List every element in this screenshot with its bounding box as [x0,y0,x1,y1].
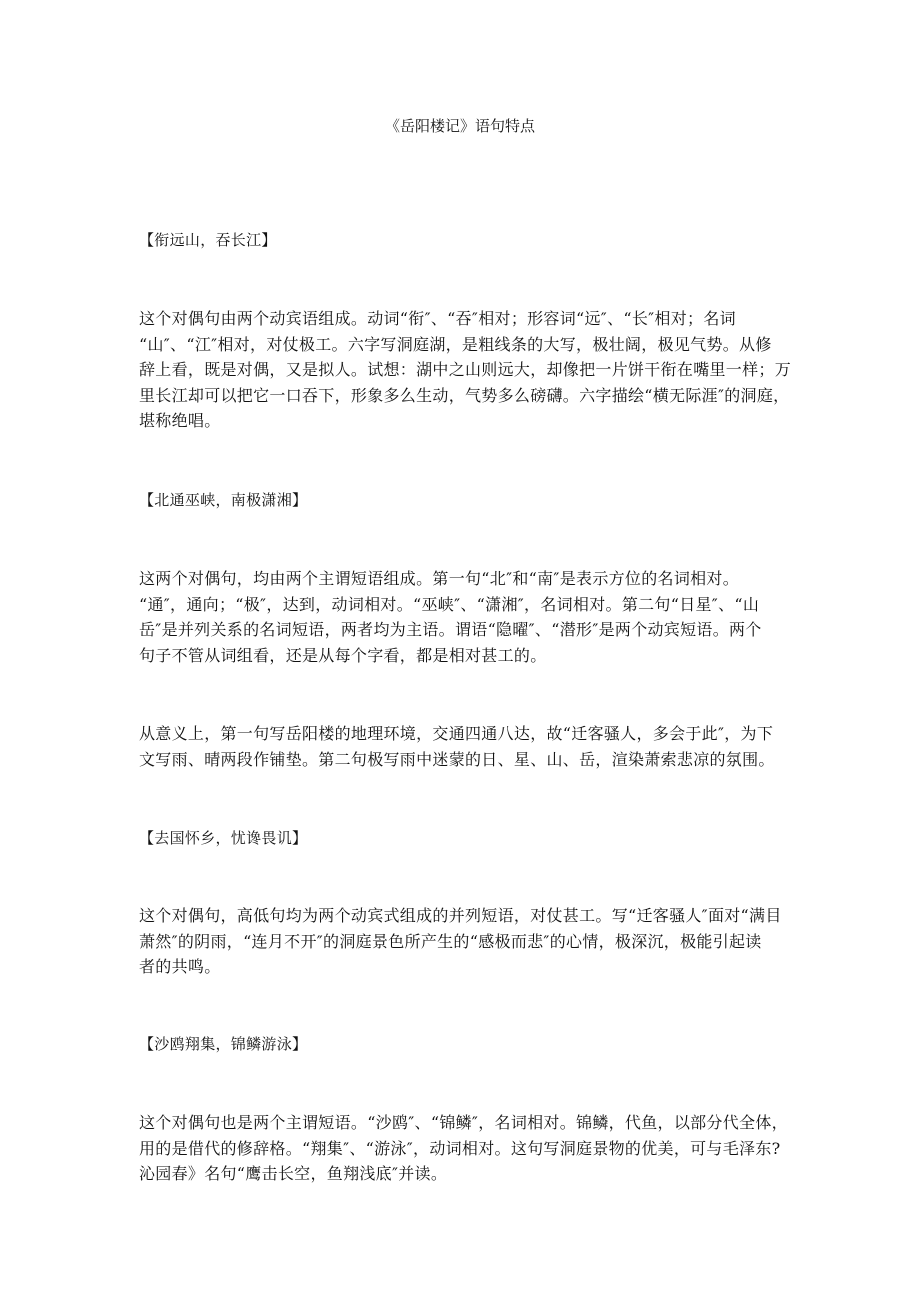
heading-text: 【衔远山，吞长江】 [139,231,277,249]
heading-text: 【北通巫峡，南极潇湘】 [139,491,308,509]
paragraph [139,721,799,772]
paragraph-line: 文写雨、晴两段作铺垫。第二句极写雨中迷蒙的日、星、山、岳，渲染萧索悲凉的氛围。 [139,749,775,769]
section-heading [139,228,799,254]
section-heading [139,488,799,514]
paragraph-line: “通″，通向；“极″，达到，动词相对。“巫峡″、“潇湘″，名词相对。第二句“日星″、“山 [139,594,760,614]
paragraph-line: 这个对偶句由两个动宾语组成。动词“衔″、“吞″相对；形容词“远″、“长″相对；名词 [139,309,736,328]
paragraph-line: 这个对偶句也是两个主谓短语。“沙鸥″、“锦鳞″，名词相对。锦鳞，代鱼，以部分代全体， [139,1113,788,1132]
section-heading [139,1032,799,1058]
paragraph [139,306,799,434]
paragraph-line: 从意义上，第一句写岳阳楼的地理环境，交通四通八达，故“迁客骚人，多会于此″，为下 [139,724,774,743]
paragraph [139,566,799,668]
paragraph-line: 这两个对偶句，均由两个主谓短语组成。第一句“北″和“南″是表示方位的名词相对。 [139,569,740,588]
heading-text: 【去国怀乡，忧谗畏讥】 [139,829,308,847]
paragraph-line: 岳″是并列关系的名词短语，两者均为主语。谓语“隐曜″、“潜形″是两个动宾短语。两个 [139,620,762,639]
paragraph-line: 沁园春》名句“鹰击长空，鱼翔浅底″并读。 [139,1164,448,1183]
paragraph-line: 萧然″的阴雨，“连月不开″的洞庭景色所产生的“感极而悲″的心情，极深沉，极能引起读 [139,931,762,951]
paragraph-line: 堪称绝唱。 [139,411,221,430]
heading-text: 【沙鸥翔集，锦鳞游泳】 [139,1035,308,1053]
paragraph [139,1110,799,1187]
paragraph-line: 用的是借代的修辞格。“翔集″、“游泳″，动词相对。这句写洞庭景物的优美，可与毛泽东? [139,1138,781,1158]
paragraph [139,903,799,980]
paragraph-line: 里长江却可以把它一口吞下，形象多么生动，气势多么磅礴。六字描绘“横无际涯″的洞庭， [139,385,790,405]
paragraph-line: “山″、“江″相对，对仗极工。六字写洞庭湖，是粗线条的大写，极壮阔，极见气势。从修 [139,334,772,354]
paragraph-line: 句子不管从词组看，还是从每个字看，都是相对甚工的。 [139,645,547,665]
paragraph-line: 辞上看，既是对偶，又是拟人。试想：湖中之山则远大，却像把一片饼干衔在嘴里一样；万 [139,360,792,379]
document-title: 《岳阳楼记》语句特点 [384,117,535,135]
section-heading [139,826,799,852]
paragraph-line: 者的共鸣。 [139,957,221,976]
paragraph-line: 这个对偶句，高低句均为两个动宾式组成的并列短语，对仗甚工。写“迁客骚人″面对“满目 [139,906,782,925]
